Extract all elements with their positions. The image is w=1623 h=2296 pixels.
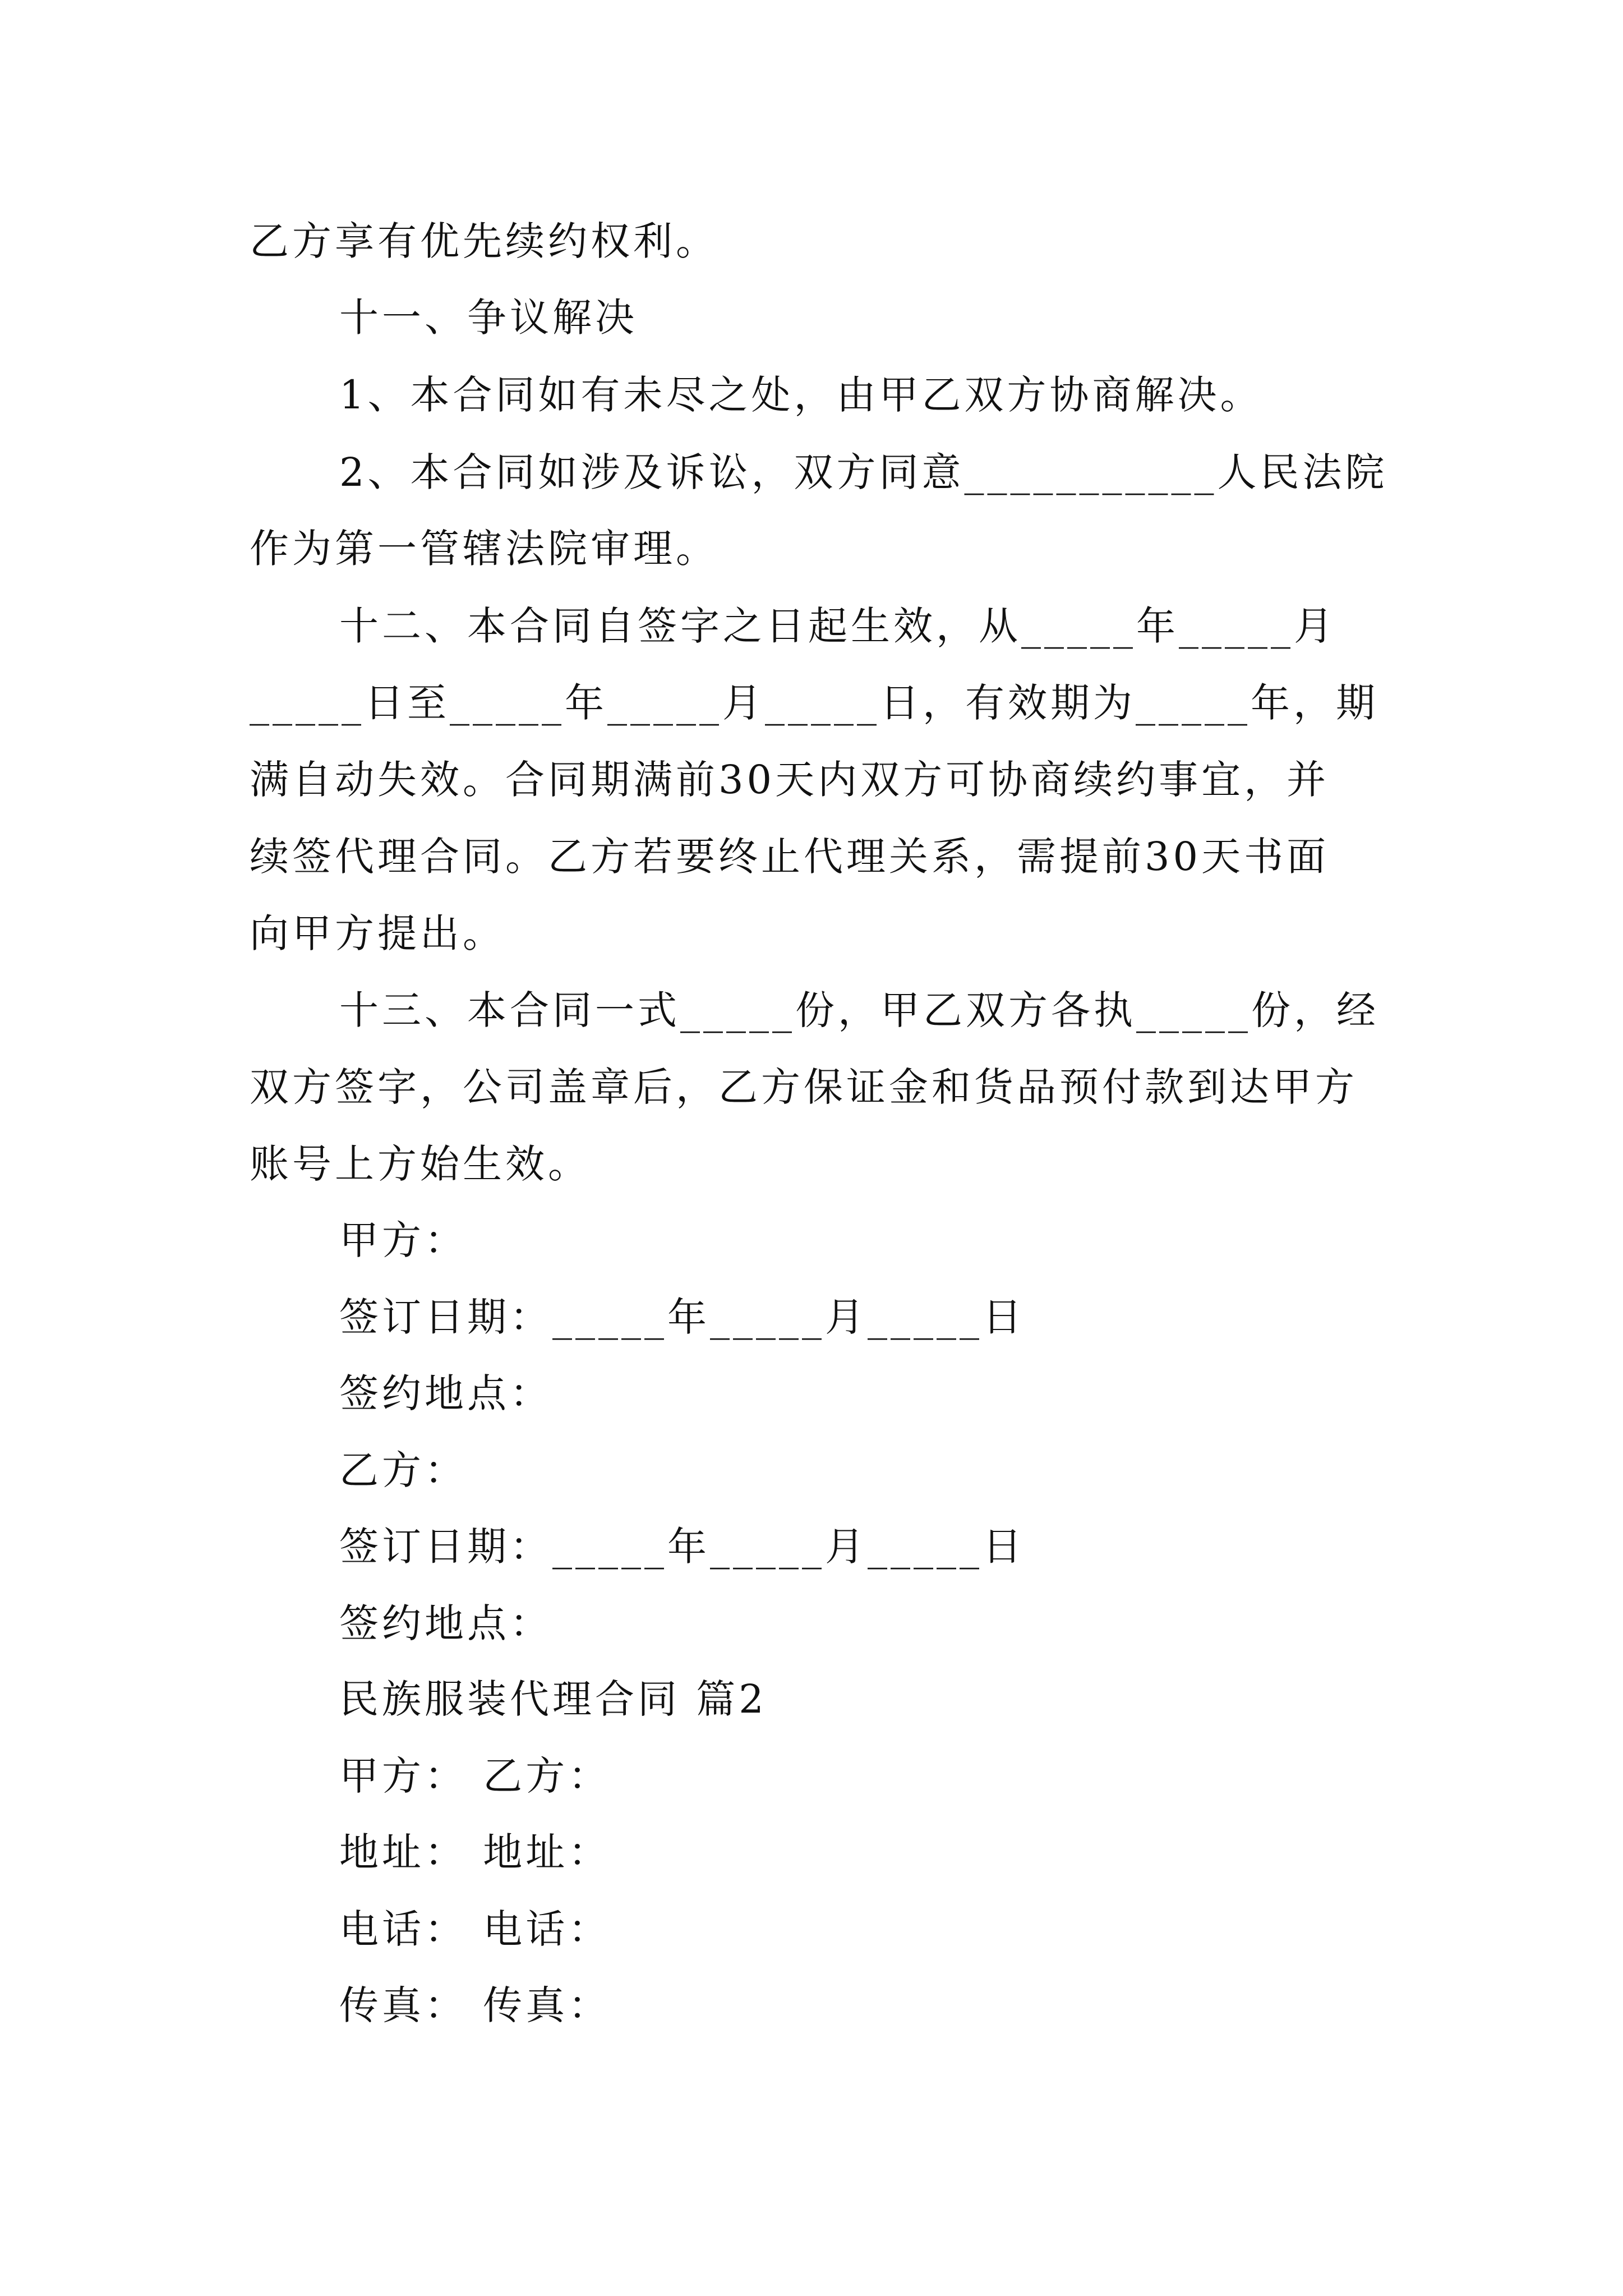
paragraph-text: 满自动失效。合同期满前30天内双方可协商续约事宜，并 [250,757,1330,803]
paragraph-text: 作为第一管辖法院审理。 [250,526,718,572]
paragraph-text: _____日至_____年_____月_____日，有效期为_____年，期 [250,680,1378,726]
paragraph-text: 向甲方提出。 [250,910,505,956]
paragraph-text: 1、本合同如有未尽之处，由甲乙双方协商解决。 [339,372,1263,418]
phone-line: 电话： 电话： [339,1906,611,1952]
paragraph-text: 双方签字，公司盖章后，乙方保证金和货品预付款到达甲方 [250,1064,1358,1110]
signing-place-b: 签约地点： [339,1600,552,1646]
address-line: 地址： 地址： [339,1829,611,1875]
paragraph-text: 乙方享有优先续约权利。 [250,218,718,264]
signing-date-b: 签订日期：_____年_____月_____日 [339,1524,1025,1570]
section-heading: 十一、争议解决 [339,295,638,341]
paragraph-text: 2、本合同如涉及诉讼，双方同意___________人民法院 [339,449,1388,495]
signing-place-a: 签约地点： [339,1370,552,1416]
paragraph-text: 续签代理合同。乙方若要终止代理关系，需提前30天书面 [250,834,1330,880]
party-b-label: 乙方： [339,1447,467,1493]
party-a-label: 甲方： [339,1217,467,1263]
paragraph-text: 账号上方始生效。 [250,1141,591,1187]
paragraph-text: 十三、本合同一式_____份，甲乙双方各执_____份，经 [339,987,1379,1033]
contract-title: 民族服装代理合同 篇2 [339,1676,767,1722]
parties-line: 甲方： 乙方： [339,1753,611,1799]
signing-date-a: 签订日期：_____年_____月_____日 [339,1294,1025,1340]
fax-line: 传真： 传真： [339,1982,611,2028]
paragraph-text: 十二、本合同自签字之日起生效，从_____年_____月 [339,603,1336,649]
